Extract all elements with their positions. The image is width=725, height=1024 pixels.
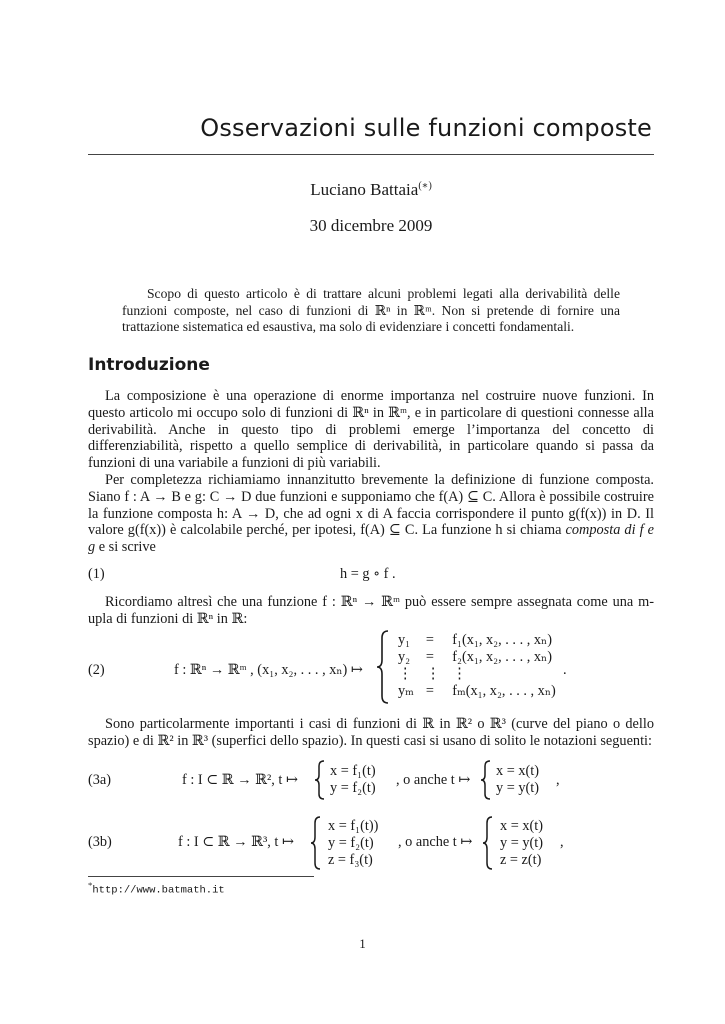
equation-1-number: (1) [88, 566, 105, 582]
equation-2-end: . [563, 662, 567, 678]
equation-2-brace [376, 630, 390, 704]
equation-3b-number: (3b) [88, 834, 112, 850]
footnote-rule [88, 876, 314, 877]
section-title: Introduzione [88, 355, 210, 375]
equation-2-row [392, 649, 562, 666]
eq2-cell: = [425, 649, 434, 665]
paragraph-intro: La composizione è una operazione di enorme importanza nel costruire nuove funzioni. In questo articolo mi occupo solo di funzioni di ℝⁿ in ℝᵐ, e in particolare di questioni connesse alla derivabilità. Anche in questo tipo di problemi emerge l’importanza del concetto di differenziabilità, rispetto a quello semplice di derivabilità, in particolare quando si passa da funzioni di una variabile a funzioni di più variabili. [88, 388, 654, 472]
paragraph-definition [88, 472, 654, 556]
eq3a-row: x = f₁(t) [330, 763, 376, 779]
eq3a-row: x = x(t) [496, 763, 540, 779]
paragraph-definition-tail: e si scrive [98, 539, 156, 556]
paragraph-definition-text: Per completezza richiamiamo innanzitutto brevemente la definizione di funzione composta. Siano f : A → B e g: C → D due funzioni e supponiamo che f(A) ⊆ C. Allora è possibile costruire la funzione composta h: A → D, che ad ogni x di A faccia corrispondere il punto g(f(x)) in D. Il valore g(f(x)) è calcolabile perché, per ipotesi, f(A) ⊆ C. La funzione h si chiama [88, 472, 654, 539]
eq2-cell: f₂(x₁, x₂, . . . , xₙ) [452, 649, 552, 665]
eq3b-row: y = y(t) [500, 835, 544, 851]
eq2-cell: y₁ [398, 632, 411, 648]
author-name: Luciano Battaia [310, 180, 419, 199]
equation-2-number: (2) [88, 662, 105, 678]
eq3a-row: y = f₂(t) [330, 780, 376, 796]
equation-3a-mid: , o anche t ↦ [396, 772, 471, 788]
eq2-cell: yₘ [398, 683, 414, 699]
eq2-cell: ⋮ [398, 666, 413, 682]
author-footnote-mark: (∗) [418, 180, 432, 192]
equation-3a-brace-1 [314, 760, 326, 800]
eq3b-row: y = f₂(t) [328, 835, 374, 851]
paper-title: Osservazioni sulle funzioni composte [200, 114, 652, 142]
footnote-mark: * [88, 880, 93, 890]
abstract: Scopo di questo articolo è di trattare alcuni problemi legati alla derivabilità delle funzioni composte, nel caso di funzioni di ℝⁿ in ℝᵐ. Non si pretende di fornire una trattazione sistematica ed esaustiva, ma solo di evidenziare i concetti fondamentali. [122, 286, 620, 335]
eq2-cell: ⋮ [425, 666, 441, 682]
equation-3a-lhs: f : I ⊂ ℝ → ℝ², t ↦ [182, 772, 298, 788]
date: 30 dicembre 2009 [309, 216, 433, 235]
equation-3b-lhs: f : I ⊂ ℝ → ℝ³, t ↦ [178, 834, 294, 850]
equation-3b-brace-2 [482, 816, 494, 870]
eq2-cell: ⋮ [452, 666, 467, 682]
equation-3a-system-2 [496, 763, 539, 797]
equation-3b-brace-1 [310, 816, 322, 870]
equation-3a-system-1 [330, 763, 376, 797]
equation-3a-end: , [556, 772, 560, 788]
equation-3a-brace-2 [480, 760, 492, 800]
equation-3a-number: (3a) [88, 772, 112, 788]
footnote-link[interactable]: http://www.batmath.it [92, 884, 225, 897]
equation-2-system [392, 632, 562, 700]
eq3a-row: y = y(t) [496, 780, 540, 796]
paragraph-mupla: Ricordiamo altresì che una funzione f : ℝⁿ → ℝᵐ può essere sempre assegnata come una m-upla di funzioni di ℝⁿ in ℝ: [88, 594, 654, 627]
eq3b-row: x = x(t) [500, 818, 544, 834]
title-rule [88, 154, 654, 155]
author [90, 180, 652, 200]
paragraph-curves: Sono particolarmente importanti i casi di funzioni di ℝ in ℝ² o ℝ³ (curve del piano o dello spazio) e di ℝ² in ℝ³ (superfici dello spazio). In questi casi si usano di solito le notazioni seguenti: [88, 716, 654, 749]
equation-3b-system-2 [500, 818, 543, 869]
eq3b-row: z = f₃(t) [328, 852, 373, 868]
equation-2-row [392, 666, 562, 683]
paragraph-definition-emphasis: composta di f e g [88, 522, 655, 556]
equation-2-row [392, 632, 562, 649]
equation-3b-system-1 [328, 818, 378, 869]
eq2-cell: f₁(x₁, x₂, . . . , xₙ) [452, 632, 552, 648]
eq2-cell: fₘ(x₁, x₂, . . . , xₙ) [452, 683, 556, 699]
equation-1: h = g ∘ f . [340, 566, 396, 582]
equation-2-lhs: f : ℝⁿ → ℝᵐ , (x₁, x₂, . . . , xₙ) ↦ [174, 662, 363, 678]
eq2-cell: y₂ [398, 649, 411, 665]
equation-2-table [392, 632, 562, 700]
eq2-cell: = [425, 683, 434, 699]
footnote [88, 880, 225, 897]
equation-3b-mid: , o anche t ↦ [398, 834, 473, 850]
eq3b-row: z = z(t) [500, 852, 542, 868]
eq3b-row: x = f₁(t)) [328, 818, 379, 834]
eq2-cell: = [425, 632, 434, 648]
page-number: 1 [359, 936, 366, 951]
equation-2-row [392, 683, 562, 700]
equation-3b-end: , [560, 834, 564, 850]
